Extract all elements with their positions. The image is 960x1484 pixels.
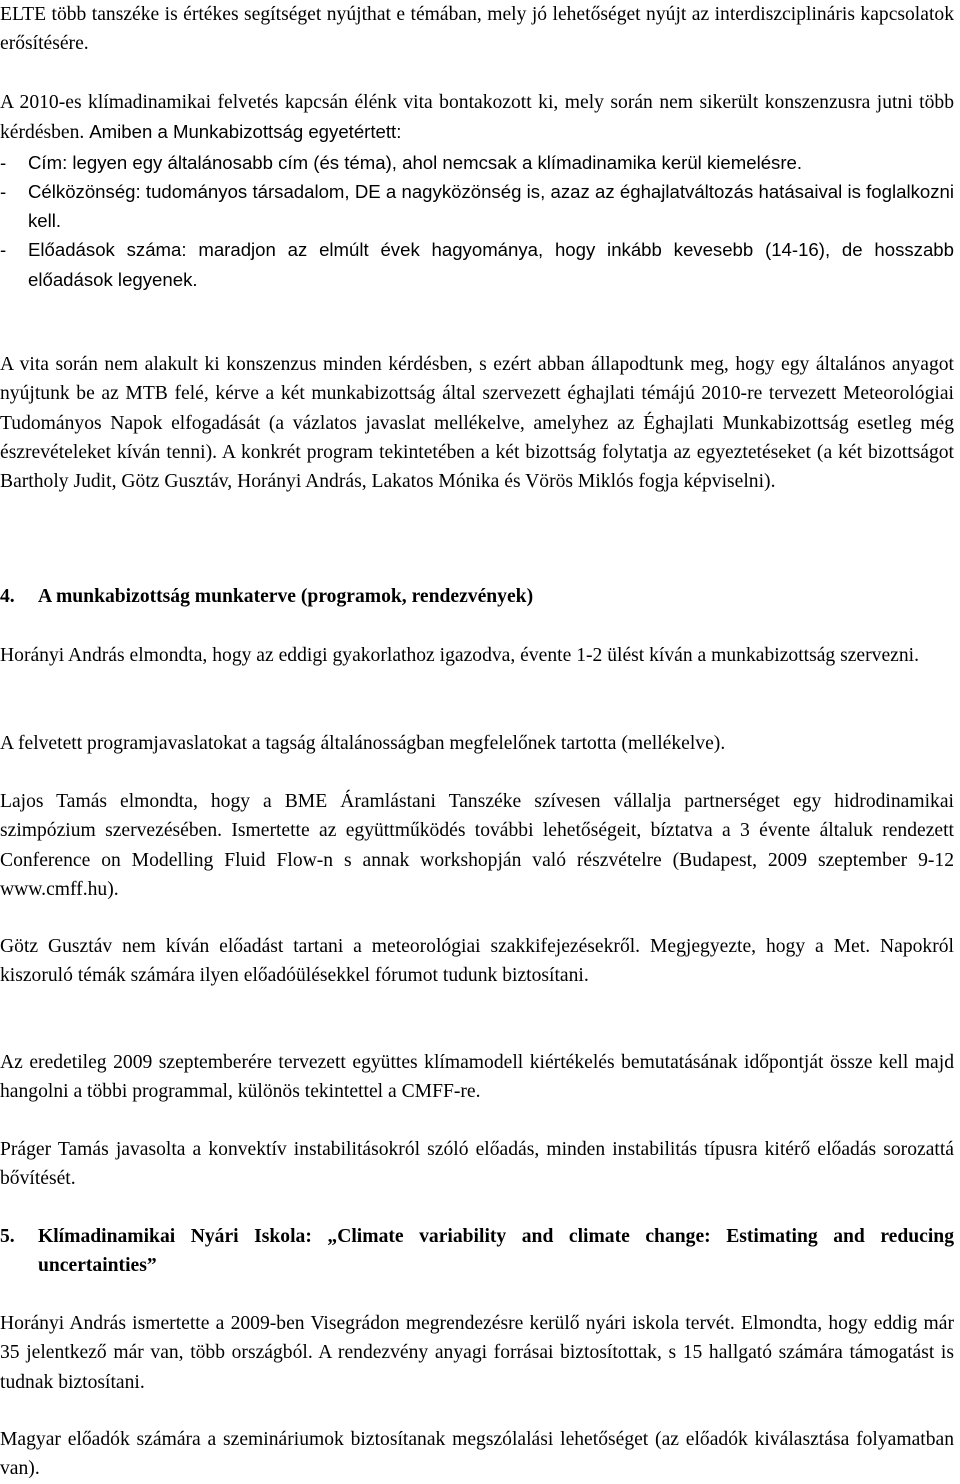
bullet-text: Cím: legyen egy általánosabb cím (és téma), ahol nemcsak a klímadinamika kerül kiemelésre. bbox=[28, 151, 803, 173]
debate-intro: A 2010-es klímadinamikai felvetés kapcsán élénk vita bontakozott ki, mely során nem sikerült konszenzusra jutni több kérdésben. bbox=[0, 92, 954, 144]
paragraph-summer-school: Horányi András ismertette a 2009-ben Visegrádon megrendezésre kerülő nyári iskola tervét. Elmondta, hogy eddig már 35 jelentkező már van, több országból. A rendezvény anyagi forrásai biztosítottak, s 15 hallgató számára támogatást is tudnak biztosítani. bbox=[0, 1313, 954, 1393]
bullet-dash: - bbox=[0, 239, 7, 261]
bullet-dash: - bbox=[0, 180, 7, 202]
section-number: 4. bbox=[0, 586, 15, 607]
paragraph-bme: Lajos Tamás elmondta, hogy a BME Áramlástani Tanszéke szívesen vállalja partnerséget egy hidrodinamikai szimpózium szervezésében. Ismertette az együttműködés további lehetőségeit, bíztatva a 3 évente általuk rendezett Conference on Modelling Fluid Flow-n s annak workshopján való részvételre (Budapest, 2009 szeptember 9-12 www.cmff.hu). bbox=[0, 791, 954, 900]
bullet-dash: - bbox=[0, 151, 7, 173]
bullet-text: Előadások száma: maradjon az elmúlt évek hagyománya, hogy inkább kevesebb (14-16), de hosszabb előadások legyenek. bbox=[28, 239, 954, 290]
section-heading-4 bbox=[0, 582, 954, 611]
debate-agreement: Amiben a Munkabizottság egyetértett: bbox=[89, 121, 402, 143]
paragraph-climate-model: Az eredetileg 2009 szeptemberére tervezett együttes klímamodell kiértékelés bemutatásának időpontját össze kell majd hangolni a többi programmal, különös tekintettel a CMFF-re. bbox=[0, 1052, 954, 1103]
paragraph-gotz: Götz Gusztáv nem kíván előadást tartani a meteorológiai szakkifejezésekről. Megjegyezte, hogy a Met. Napokról kiszoruló témák számára ilyen előadóülésekkel fórumot tudunk biztosítani. bbox=[0, 936, 954, 987]
paragraph-prager: Práger Tamás javasolta a konvektív instabilitásokról szóló előadás, minden instabilitás típusra kitérő előadás sorozattá bővítését. bbox=[0, 1139, 954, 1190]
paragraph-meetings: Horányi András elmondta, hogy az eddigi gyakorlathoz igazodva, évente 1-2 ülést kíván a munkabizottság szervezni. bbox=[0, 645, 919, 666]
paragraph-speakers: Magyar előadók számára a szemináriumok biztosítanak megszólalási lehetőséget (az előadók kiválasztása folyamatban van). bbox=[0, 1429, 954, 1480]
section-number: 5. bbox=[0, 1226, 15, 1247]
bullet-item bbox=[0, 235, 954, 294]
paragraph-debate-text bbox=[0, 88, 954, 148]
paragraph-consensus: A vita során nem alakult ki konszenzus minden kérdésben, s ezért abban állapodtunk meg, hogy egy általános anyagot nyújtunk be az MTB felé, kérve a két munkabizottság által szervezett éghajlati témájú 2010-re tervezett Meteorológiai Tudományos Napok elfogadását (a vázlatos javaslat mellékelve, amelyhez az Éghajlati Munkabizottság esetleg még észrevételeket kíván tenni). A konkrét program tekintetében a két bizottság folytatja az egyeztetéseket (a két bizottságot Bartholy Judit, Götz Gusztáv, Horányi András, Lakatos Mónika és Vörös Miklós fogja képviselni). bbox=[0, 354, 954, 493]
section-title: Klímadinamikai Nyári Iskola: „Climate variability and climate change: Estimating and reducing uncertainties” bbox=[38, 1226, 954, 1277]
paragraph-debate bbox=[0, 88, 954, 294]
section-title: A munkabizottság munkaterve (programok, rendezvények) bbox=[38, 586, 534, 607]
bullet-text: Célközönség: tudományos társadalom, DE a nagyközönség is, azaz az éghajlatváltozás hatásaival is foglalkozni kell. bbox=[28, 180, 954, 232]
paragraph-elte: ELTE több tanszéke is értékes segítséget nyújthat e témában, mely jó lehetőséget nyújt az interdiszciplináris kapcsolatok erősítésére. bbox=[0, 4, 954, 55]
bullet-item bbox=[0, 148, 954, 177]
bullet-item bbox=[0, 177, 954, 236]
section-heading-5 bbox=[0, 1222, 954, 1281]
paragraph-proposals: A felvetett programjavaslatokat a tagság általánosságban megfelelőnek tartotta (mellékelve). bbox=[0, 733, 726, 754]
